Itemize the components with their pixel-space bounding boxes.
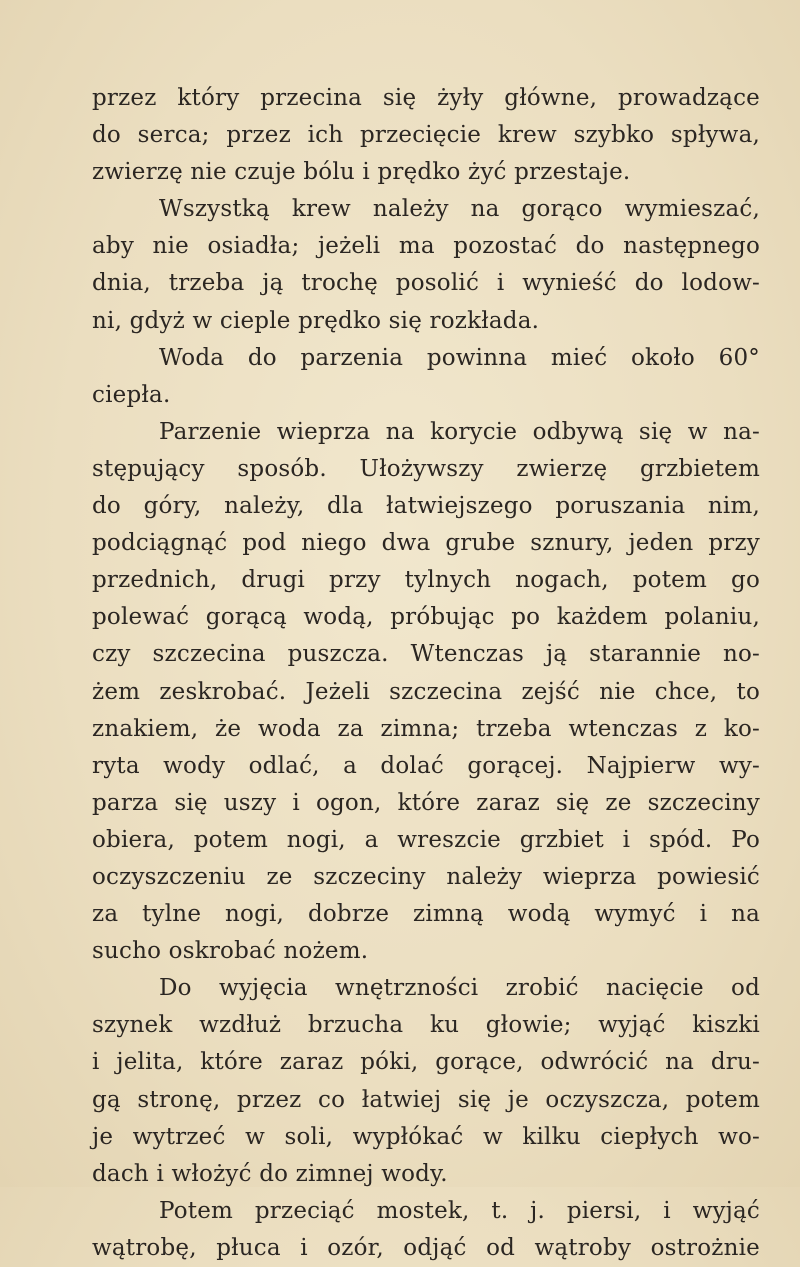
text-line: ciepła. <box>92 381 171 408</box>
text-line: aby nie osiadła; jeżeli ma pozostać do następnego <box>92 233 760 260</box>
text-line: Wszystką krew należy na gorąco wymieszać, <box>159 196 760 223</box>
text-line: polewać gorącą wodą, próbując po każdem polaniu, <box>92 604 760 631</box>
text-line: stępujący sposób. Ułożywszy zwierzę grzbietem <box>92 455 760 482</box>
text-line: żem zeskrobać. Jeżeli szczecina zejść nie chce, to <box>92 678 760 705</box>
text-line: dnia, trzeba ją trochę posolić i wynieść do lodow- <box>92 270 760 297</box>
text-line: przednich, drugi przy tylnych nogach, potem go <box>92 567 760 594</box>
text-line: oczyszczeniu ze szczeciny należy wieprza powiesić <box>92 863 760 890</box>
text-line: czy szczecina puszcza. Wtenczas ją starannie no- <box>92 641 760 668</box>
text-line: Potem przeciąć mostek, t. j. piersi, i wyjąć <box>159 1197 760 1224</box>
text-line: gą stronę, przez co łatwiej się je oczyszcza, potem <box>92 1086 760 1113</box>
text-line: dach i włożyć do zimnej wody. <box>92 1160 448 1187</box>
text-line: do góry, należy, dla łatwiejszego poruszania nim, <box>92 493 760 520</box>
text-line: obiera, potem nogi, a wreszcie grzbiet i spód. Po <box>92 826 760 853</box>
text-line: przez który przecina się żyły główne, prowadzące <box>92 85 760 111</box>
text-line: podciągnąć pod niego dwa grube sznury, jeden przy <box>92 530 760 557</box>
text-line: ryta wody odlać, a dolać gorącej. Najpierw wy- <box>92 752 760 779</box>
text-line: wątrobę, płuca i ozór, odjąć od wątroby ostrożnie <box>92 1234 760 1261</box>
text-line: Parzenie wieprza na korycie odbywą się w na- <box>159 418 760 445</box>
text-line: zwierzę nie czuje bólu i prędko żyć przestaje. <box>92 159 631 186</box>
text-line: znakiem, że woda za zimna; trzeba wtenczas z ko- <box>92 715 760 742</box>
text-line: za tylne nogi, dobrze zimną wodą wymyć i na <box>92 901 760 928</box>
page-text <box>92 80 760 1267</box>
text-line: Woda do parzenia powinna mieć około 60° <box>159 344 760 371</box>
text-line: je wytrzeć w soli, wypłókać w kilku ciepłych wo- <box>92 1123 760 1150</box>
text-line: sucho oskrobać nożem. <box>92 938 369 965</box>
text-line: ni, gdyż w cieple prędko się rozkłada. <box>92 307 540 334</box>
text-line: szynek wzdłuż brzucha ku głowie; wyjąć kiszki <box>92 1012 760 1039</box>
text-line: i jelita, które zaraz póki, gorące, odwrócić na dru- <box>92 1049 760 1076</box>
text-line: parza się uszy i ogon, które zaraz się ze szczeciny <box>92 789 760 816</box>
text-line: do serca; przez ich przecięcie krew szybko spływa, <box>92 122 760 149</box>
text-line: Do wyjęcia wnętrzności zrobić nacięcie od <box>159 975 760 1002</box>
